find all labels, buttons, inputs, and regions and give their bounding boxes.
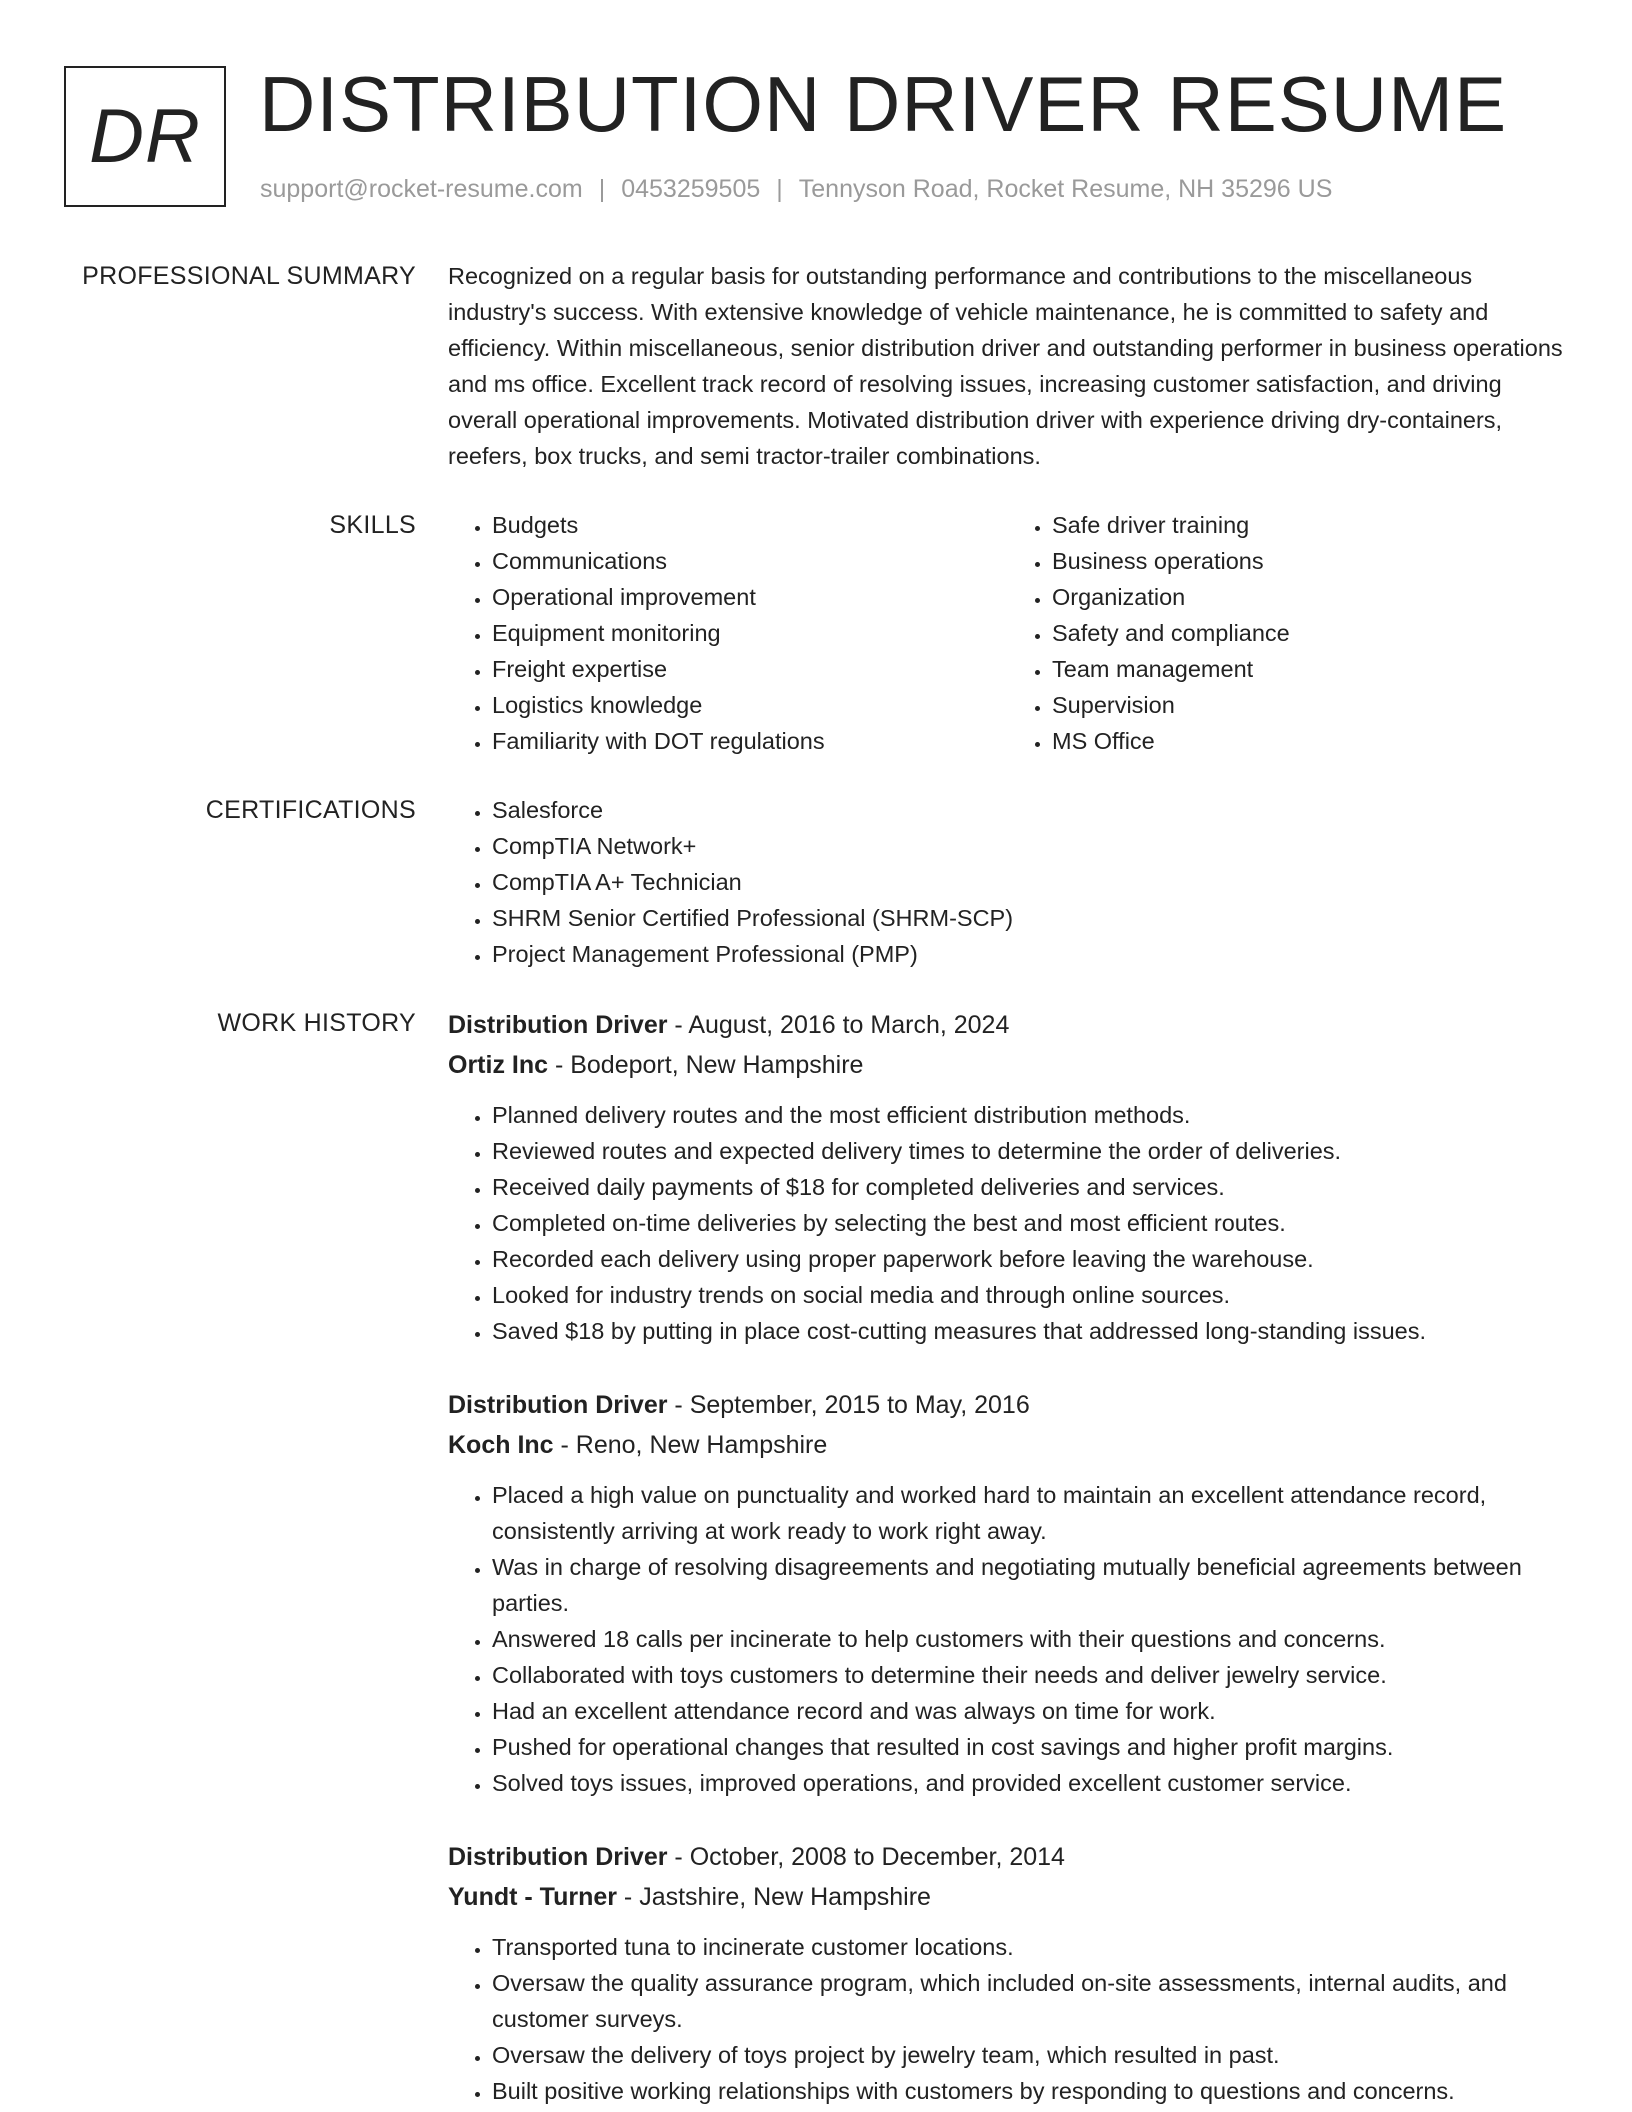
summary-heading: PROFESSIONAL SUMMARY [82, 262, 416, 290]
job-duty-item: • Collaborated with toys customers to determine their needs and deliver jewelry service. [492, 1657, 1568, 1693]
job-duty-item: • Oversaw the quality assurance program, which included on-site assessments, internal audits, and customer surveys. [492, 1965, 1568, 2037]
certifications-heading: CERTIFICATIONS [205, 796, 416, 824]
skill-item: • MS Office [1052, 723, 1568, 759]
job-location: - Bodeport, New Hampshire [548, 1051, 864, 1079]
job-duty-item: • Oversaw the delivery of toys project by jewelry team, which resulted in past. [492, 2037, 1568, 2073]
skills-list-left [448, 507, 1008, 759]
skill-item: • Freight expertise [492, 651, 1008, 687]
certification-item: • CompTIA A+ Technician [492, 864, 1568, 900]
skill-item: • Supervision [1052, 687, 1568, 723]
job-company: Yundt - Turner [448, 1883, 617, 1911]
job-duty-item: • Transported tuna to incinerate customer locations. [492, 1929, 1568, 1965]
job-title-line [448, 1837, 1568, 1877]
monogram-box [64, 66, 226, 207]
certification-item: • Salesforce [492, 792, 1568, 828]
certifications-body [448, 792, 1568, 972]
contact-separator: | [776, 175, 783, 203]
contact-separator: | [598, 175, 606, 203]
job-duty-item: • Pushed for operational changes that resulted in cost savings and higher profit margins. [492, 1729, 1568, 1765]
job-entry [448, 1005, 1568, 1349]
job-company-line [448, 1877, 1568, 1917]
skill-item: • Communications [492, 543, 1008, 579]
job-title-line [448, 1005, 1568, 1045]
skill-item: • Familiarity with DOT regulations [492, 723, 1008, 759]
job-duty-item: • Reviewed routes and expected delivery times to determine the order of deliveries. [492, 1133, 1568, 1169]
skill-item: • Business operations [1052, 543, 1568, 579]
skill-item: • Team management [1052, 651, 1568, 687]
job-title: Distribution Driver [448, 1011, 668, 1039]
job-location: - Jastshire, New Hampshire [616, 1883, 931, 1911]
work-history-heading: WORK HISTORY [217, 1009, 416, 1037]
job-duty-item: • Looked for industry trends on social media and through online sources. [492, 1277, 1568, 1313]
job-location: - Reno, New Hampshire [553, 1431, 828, 1459]
certification-item: • Project Management Professional (PMP) [492, 936, 1568, 972]
job-title-line [448, 1385, 1568, 1425]
job-duty-item: • Received daily payments of $18 for completed deliveries and services. [492, 1169, 1568, 1205]
job-duty-item: • Was in charge of resolving disagreements and negotiating mutually beneficial agreements between parties. [492, 1549, 1568, 1621]
skills-body [448, 507, 1568, 759]
job-dates: - October, 2008 to December, 2014 [667, 1843, 1065, 1871]
contact-address: Tennyson Road, Rocket Resume, NH 35296 US [798, 175, 1333, 203]
certification-item: • SHRM Senior Certified Professional (SHRM-SCP) [492, 900, 1568, 936]
skills-list-right [1008, 507, 1568, 759]
monogram-initials: DR [89, 94, 201, 179]
job-entry [448, 1837, 1568, 2109]
job-dates: - August, 2016 to March, 2024 [667, 1011, 1010, 1039]
skill-item: • Safe driver training [1052, 507, 1568, 543]
skills-heading: SKILLS [329, 511, 416, 539]
skill-item: • Equipment monitoring [492, 615, 1008, 651]
job-duty-item: • Solved toys issues, improved operations, and provided excellent customer service. [492, 1765, 1568, 1801]
job-duty-item: • Recorded each delivery using proper paperwork before leaving the warehouse. [492, 1241, 1568, 1277]
job-duty-item: • Placed a high value on punctuality and worked hard to maintain an excellent attendance record, consistently arriving at work ready to work right away. [492, 1477, 1568, 1549]
contact-line [260, 172, 1332, 206]
job-duty-item: • Saved $18 by putting in place cost-cutting measures that addressed long-standing issues. [492, 1313, 1568, 1349]
skill-item: • Operational improvement [492, 579, 1008, 615]
skill-item: • Logistics knowledge [492, 687, 1008, 723]
resume-title: DISTRIBUTION DRIVER RESUME [259, 60, 1508, 148]
job-company-line [448, 1045, 1568, 1085]
job-duties-list [448, 1929, 1568, 2109]
job-duty-item: • Had an excellent attendance record and was always on time for work. [492, 1693, 1568, 1729]
skill-item: • Organization [1052, 579, 1568, 615]
job-duty-item: • Completed on-time deliveries by selecting the best and most efficient routes. [492, 1205, 1568, 1241]
job-duties-list [448, 1097, 1568, 1349]
job-company: Koch Inc [448, 1431, 554, 1459]
job-duty-item: • Answered 18 calls per incinerate to help customers with their questions and concerns. [492, 1621, 1568, 1657]
job-duty-item: • Planned delivery routes and the most efficient distribution methods. [492, 1097, 1568, 1133]
summary-body [448, 258, 1568, 474]
skill-item: • Budgets [492, 507, 1008, 543]
job-company-line [448, 1425, 1568, 1465]
job-title: Distribution Driver [448, 1391, 668, 1419]
contact-email: support@rocket-resume.com [260, 175, 583, 203]
contact-phone: 0453259505 [621, 175, 761, 203]
job-entry [448, 1385, 1568, 1801]
job-duty-item: • Built positive working relationships with customers by responding to questions and concerns. [492, 2073, 1568, 2109]
summary-text: Recognized on a regular basis for outstanding performance and contributions to the miscellaneous industry's success. With extensive knowledge of vehicle maintenance, he is committed to safety and efficiency. Within miscellaneous, senior distribution driver and outstanding performer in business operations and ms office. Excellent track record of resolving issues, increasing customer satisfaction, and driving overall operational improvements. Motivated distribution driver with experience driving dry-containers, reefers, box trucks, and semi tractor-trailer combinations. [448, 263, 1563, 469]
job-company: Ortiz Inc [448, 1051, 549, 1079]
job-dates: - September, 2015 to May, 2016 [667, 1391, 1030, 1419]
job-duties-list [448, 1477, 1568, 1801]
skill-item: • Safety and compliance [1052, 615, 1568, 651]
certifications-list [448, 792, 1568, 972]
job-title: Distribution Driver [448, 1843, 668, 1871]
certification-item: • CompTIA Network+ [492, 828, 1568, 864]
